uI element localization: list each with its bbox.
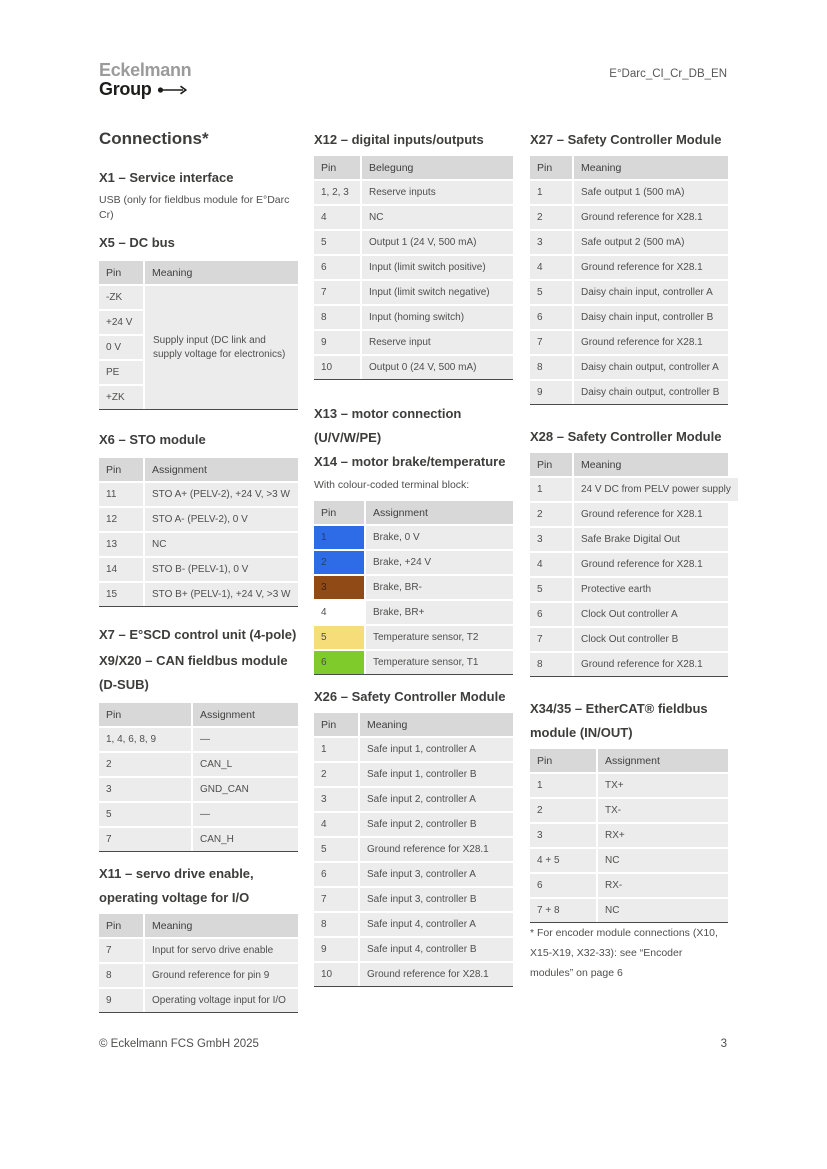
table-row xyxy=(530,603,728,626)
pin-cell: 15 xyxy=(99,583,143,606)
value-cell: CAN_L xyxy=(193,753,298,776)
table-header-row xyxy=(530,453,728,476)
page-title: Connections* xyxy=(99,129,209,148)
x11-table xyxy=(99,914,298,1013)
table-row xyxy=(314,626,513,649)
value-cell: Safe input 1, controller A xyxy=(360,738,513,761)
pin-cell: 14 xyxy=(99,558,143,581)
table-row xyxy=(314,306,513,329)
value-cell: STO B- (PELV-1), 0 V xyxy=(145,558,298,581)
table-header-row xyxy=(314,156,513,179)
table-row xyxy=(99,939,298,962)
table-row xyxy=(314,576,513,599)
section-heading-x1: X1 – Service interface xyxy=(99,170,234,185)
value-cell: Reserve inputs xyxy=(362,181,513,204)
table-header-row xyxy=(530,156,728,179)
pin-cell: 2 xyxy=(530,503,572,526)
pin-cell: 8 xyxy=(99,964,143,987)
table-row xyxy=(530,553,728,576)
table-row xyxy=(314,963,513,986)
table-row xyxy=(530,478,731,501)
pin-cell: 8 xyxy=(530,653,572,676)
eckelmann-group-logo xyxy=(99,61,191,99)
value-cell: STO B+ (PELV-1), +24 V, >3 W xyxy=(145,583,298,606)
table-row xyxy=(314,281,513,304)
pin-cell: +24 V xyxy=(99,311,143,334)
table-row xyxy=(314,913,513,936)
pin-cell: 3 xyxy=(314,788,358,811)
pin-cell: 5 xyxy=(314,231,360,254)
value-cell: Input (limit switch positive) xyxy=(362,256,513,279)
table-row xyxy=(530,528,728,551)
table-row xyxy=(314,738,513,761)
column-header-pin: Pin xyxy=(314,156,360,179)
value-cell: Brake, 0 V xyxy=(366,526,513,549)
terminal-color-pin-cell: 4 xyxy=(314,601,364,624)
pin-cell: 7 xyxy=(99,828,191,851)
table-row xyxy=(530,181,728,204)
x1-note: USB (only for fieldbus module for E°Darc Cr) xyxy=(99,194,290,221)
value-cell: Output 1 (24 V, 500 mA) xyxy=(362,231,513,254)
middle-column xyxy=(314,128,513,987)
table-body xyxy=(314,738,513,986)
pin-cell: 7 xyxy=(314,281,360,304)
value-cell: Output 0 (24 V, 500 mA) xyxy=(362,356,513,379)
table-row xyxy=(530,381,728,404)
pin-cell: -ZK xyxy=(99,286,143,309)
terminal-color-pin-cell: 2 xyxy=(314,551,364,574)
table-body xyxy=(314,526,513,674)
table-row xyxy=(99,778,298,801)
table-row xyxy=(530,306,728,329)
table-row xyxy=(314,206,513,229)
value-cell: Daisy chain output, controller A xyxy=(574,356,728,379)
pin-cell: 8 xyxy=(314,913,358,936)
table-header-row xyxy=(314,501,513,524)
table-row xyxy=(530,331,728,354)
table-row xyxy=(314,181,513,204)
table-body xyxy=(99,728,298,851)
section-heading-x9-x20: X9/X20 – CAN fieldbus module (D-SUB) xyxy=(99,653,288,692)
value-cell: STO A+ (PELV-2), +24 V, >3 W xyxy=(145,483,298,506)
column-header-pin: Pin xyxy=(314,713,358,736)
pin-cell: 6 xyxy=(314,256,360,279)
pin-cell: 7 + 8 xyxy=(530,899,596,922)
terminal-color-pin-cell: 3 xyxy=(314,576,364,599)
section-heading-x27: X27 – Safety Controller Module xyxy=(530,132,722,147)
value-cell: NC xyxy=(598,899,728,922)
value-cell: RX- xyxy=(598,874,728,897)
value-cell: Safe input 3, controller A xyxy=(360,863,513,886)
pin-cell: 2 xyxy=(99,753,191,776)
section-heading-x26: X26 – Safety Controller Module xyxy=(314,689,506,704)
value-cell: NC xyxy=(145,533,298,556)
table-row xyxy=(530,874,728,897)
x12-table xyxy=(314,156,513,380)
x14-note: With colour-coded terminal block: xyxy=(314,479,470,491)
pin-cell: 3 xyxy=(530,824,596,847)
table-row xyxy=(99,558,298,581)
terminal-color-pin-cell: 5 xyxy=(314,626,364,649)
table-row xyxy=(314,231,513,254)
pin-cell: 6 xyxy=(530,306,572,329)
section-heading-x6: X6 – STO module xyxy=(99,432,206,447)
x5-table-body xyxy=(99,286,298,409)
value-cell: Ground reference for X28.1 xyxy=(360,963,513,986)
value-cell: NC xyxy=(362,206,513,229)
pin-cell: 5 xyxy=(99,803,191,826)
pin-cell: 10 xyxy=(314,356,360,379)
table-row xyxy=(99,533,298,556)
table-body xyxy=(530,478,731,676)
value-cell: Input (limit switch negative) xyxy=(362,281,513,304)
section-heading-x12: X12 – digital inputs/outputs xyxy=(314,132,484,147)
value-cell: CAN_H xyxy=(193,828,298,851)
right-column xyxy=(530,128,731,983)
pin-cell: 7 xyxy=(530,628,572,651)
logo-arrow-icon xyxy=(157,85,187,95)
pin-cell: 4 xyxy=(314,813,358,836)
column-header-value: Assignment xyxy=(598,749,728,772)
table-body xyxy=(530,774,728,922)
pin-cell: 4 xyxy=(314,206,360,229)
pin-cell: +ZK xyxy=(99,386,143,409)
value-cell: Ground reference for X28.1 xyxy=(574,206,728,229)
value-cell: Safe input 4, controller A xyxy=(360,913,513,936)
value-cell: Protective earth xyxy=(574,578,728,601)
pin-cell: 7 xyxy=(314,888,358,911)
table-row xyxy=(99,964,298,987)
section-heading-x13: X13 – motor connection (U/V/W/PE) xyxy=(314,406,462,445)
pin-cell: 9 xyxy=(99,989,143,1012)
column-header-value: Meaning xyxy=(145,914,298,937)
value-cell: — xyxy=(193,728,298,751)
table-row xyxy=(314,651,513,674)
terminal-color-pin-cell: 6 xyxy=(314,651,364,674)
section-heading-x34-x35: X34/35 – EtherCAT® fieldbus module (IN/OUT) xyxy=(530,701,708,740)
pin-cell: 6 xyxy=(530,874,596,897)
value-cell: Reserve input xyxy=(362,331,513,354)
table-row xyxy=(530,849,728,872)
pin-cell: 8 xyxy=(530,356,572,379)
x9-x20-table xyxy=(99,703,298,852)
pin-cell: 2 xyxy=(530,206,572,229)
table-row xyxy=(314,863,513,886)
section-heading-x11: X11 – servo drive enable, operating voltage for I/O xyxy=(99,866,254,905)
table-row xyxy=(530,231,728,254)
column-header-value: Meaning xyxy=(360,713,513,736)
table-row xyxy=(314,551,513,574)
section-heading-x7: X7 – E°SCD control unit (4-pole) xyxy=(99,627,297,642)
pin-cell: 4 + 5 xyxy=(530,849,596,872)
pin-cell: 3 xyxy=(530,528,572,551)
table-row xyxy=(314,888,513,911)
value-cell: Clock Out controller B xyxy=(574,628,728,651)
value-cell: Ground reference for X28.1 xyxy=(574,331,728,354)
table-row xyxy=(530,281,728,304)
table-header-row xyxy=(314,713,513,736)
column-header-pin: Pin xyxy=(99,458,143,481)
table-row xyxy=(530,503,728,526)
column-header-pin: Pin xyxy=(530,453,572,476)
table-row xyxy=(314,331,513,354)
table-row xyxy=(314,813,513,836)
x26-table xyxy=(314,713,513,987)
value-cell: Input for servo drive enable xyxy=(145,939,298,962)
table-row xyxy=(530,206,728,229)
table-row xyxy=(314,601,513,624)
table-header-row xyxy=(99,261,298,284)
value-cell: Ground reference for X28.1 xyxy=(574,653,728,676)
pin-cell: 4 xyxy=(530,553,572,576)
pin-cell: 2 xyxy=(314,763,358,786)
value-cell: Safe input 3, controller B xyxy=(360,888,513,911)
column-header-value: Assignment xyxy=(193,703,298,726)
column-header-value: Assignment xyxy=(366,501,513,524)
column-header-pin: Pin xyxy=(99,703,191,726)
pin-cell: 3 xyxy=(530,231,572,254)
table-body xyxy=(530,181,728,404)
pin-cell: 9 xyxy=(314,938,358,961)
table-row xyxy=(99,728,298,751)
value-cell: Brake, +24 V xyxy=(366,551,513,574)
table-row xyxy=(314,356,513,379)
value-cell: Ground reference for X28.1 xyxy=(360,838,513,861)
table-row xyxy=(530,628,728,651)
pin-cell: 1 xyxy=(530,478,572,501)
encoder-modules-footnote: * For encoder module connections (X10, X15-X19, X32-33): see “Encoder modules” on page 6 xyxy=(530,927,718,979)
pin-cell: 3 xyxy=(99,778,191,801)
logo-text-eckelmann: Eckelmann xyxy=(99,60,192,80)
pin-cell: 5 xyxy=(530,281,572,304)
column-header-value: Meaning xyxy=(145,261,298,284)
pin-cell: 5 xyxy=(530,578,572,601)
terminal-color-pin-cell: 1 xyxy=(314,526,364,549)
value-cell: 24 V DC from PELV power supply xyxy=(574,478,738,501)
column-header-pin: Pin xyxy=(530,749,596,772)
pin-cell: 1 xyxy=(314,738,358,761)
section-heading-x28: X28 – Safety Controller Module xyxy=(530,429,722,444)
value-cell: Safe Brake Digital Out xyxy=(574,528,728,551)
pin-cell: 8 xyxy=(314,306,360,329)
value-cell: RX+ xyxy=(598,824,728,847)
value-cell: Safe input 1, controller B xyxy=(360,763,513,786)
left-column xyxy=(99,128,298,1013)
x5-table xyxy=(99,261,298,410)
value-cell: GND_CAN xyxy=(193,778,298,801)
table-row xyxy=(314,526,513,549)
table-header-row xyxy=(530,749,728,772)
table-header-row xyxy=(99,703,298,726)
page-number: 3 xyxy=(720,1038,727,1050)
table-row xyxy=(314,763,513,786)
value-cell: Brake, BR+ xyxy=(366,601,513,624)
value-cell: Operating voltage input for I/O xyxy=(145,989,298,1012)
logo-text-group: Group xyxy=(99,79,152,99)
pin-cell: 12 xyxy=(99,508,143,531)
value-cell: Ground reference for X28.1 xyxy=(574,503,728,526)
value-cell: Ground reference for pin 9 xyxy=(145,964,298,987)
pin-cell: 2 xyxy=(530,799,596,822)
value-cell: Ground reference for X28.1 xyxy=(574,256,728,279)
table-row xyxy=(530,256,728,279)
value-cell: Brake, BR- xyxy=(366,576,513,599)
table-row xyxy=(530,578,728,601)
pin-cell: 9 xyxy=(314,331,360,354)
table-row xyxy=(99,989,298,1012)
table-row xyxy=(530,774,728,797)
section-heading-x5: X5 – DC bus xyxy=(99,235,175,250)
table-row xyxy=(99,828,298,851)
column-header-value: Belegung xyxy=(362,156,513,179)
copyright-notice: © Eckelmann FCS GmbH 2025 xyxy=(99,1038,259,1050)
table-row xyxy=(530,356,728,379)
table-body xyxy=(99,483,298,606)
pin-cell: PE xyxy=(99,361,143,384)
value-cell: Temperature sensor, T2 xyxy=(366,626,513,649)
value-cell: TX- xyxy=(598,799,728,822)
table-row xyxy=(530,824,728,847)
value-cell: TX+ xyxy=(598,774,728,797)
value-cell: — xyxy=(193,803,298,826)
value-cell: Safe input 4, controller B xyxy=(360,938,513,961)
table-row xyxy=(99,753,298,776)
document-id: E°Darc_CI_Cr_DB_EN xyxy=(609,68,727,80)
pin-cell: 6 xyxy=(530,603,572,626)
table-row xyxy=(99,508,298,531)
column-header-pin: Pin xyxy=(99,914,143,937)
pin-cell: 1, 4, 6, 8, 9 xyxy=(99,728,191,751)
column-header-pin: Pin xyxy=(99,261,143,284)
x14-table xyxy=(314,501,513,675)
column-header-value: Assignment xyxy=(145,458,298,481)
merged-meaning-cell: Supply input (DC link and supply voltage for electronics) xyxy=(145,286,298,409)
value-cell: NC xyxy=(598,849,728,872)
pin-cell: 0 V xyxy=(99,336,143,359)
pin-cell: 1 xyxy=(530,181,572,204)
table-body xyxy=(99,939,298,1012)
pin-cell: 7 xyxy=(99,939,143,962)
table-row xyxy=(99,583,298,606)
x5-pin-list xyxy=(99,286,143,409)
value-cell: Safe input 2, controller B xyxy=(360,813,513,836)
table-row xyxy=(99,483,298,506)
table-body xyxy=(314,181,513,379)
column-header-pin: Pin xyxy=(530,156,572,179)
section-heading-x14: X14 – motor brake/temperature xyxy=(314,454,506,469)
table-row xyxy=(530,899,728,922)
pin-cell: 11 xyxy=(99,483,143,506)
value-cell: Safe input 2, controller A xyxy=(360,788,513,811)
pin-cell: 7 xyxy=(530,331,572,354)
pin-cell: 10 xyxy=(314,963,358,986)
table-row xyxy=(314,788,513,811)
pin-cell: 13 xyxy=(99,533,143,556)
column-header-value: Meaning xyxy=(574,156,728,179)
column-header-pin: Pin xyxy=(314,501,364,524)
value-cell: Daisy chain output, controller B xyxy=(574,381,728,404)
table-row xyxy=(314,938,513,961)
table-header-row xyxy=(99,458,298,481)
pin-cell: 5 xyxy=(314,838,358,861)
value-cell: Daisy chain input, controller A xyxy=(574,281,728,304)
pin-cell: 1, 2, 3 xyxy=(314,181,360,204)
pin-cell: 4 xyxy=(530,256,572,279)
x6-table xyxy=(99,458,298,607)
value-cell: Ground reference for X28.1 xyxy=(574,553,728,576)
value-cell: STO A- (PELV-2), 0 V xyxy=(145,508,298,531)
x27-table xyxy=(530,156,728,405)
table-row xyxy=(314,838,513,861)
table-row xyxy=(530,653,728,676)
value-cell: Temperature sensor, T1 xyxy=(366,651,513,674)
x34-x35-table xyxy=(530,749,728,923)
pin-cell: 9 xyxy=(530,381,572,404)
table-header-row xyxy=(99,914,298,937)
column-header-value: Meaning xyxy=(574,453,728,476)
table-row xyxy=(314,256,513,279)
value-cell: Safe output 2 (500 mA) xyxy=(574,231,728,254)
table-row xyxy=(99,803,298,826)
table-row xyxy=(530,799,728,822)
value-cell: Safe output 1 (500 mA) xyxy=(574,181,728,204)
value-cell: Clock Out controller A xyxy=(574,603,728,626)
value-cell: Daisy chain input, controller B xyxy=(574,306,728,329)
x28-table xyxy=(530,453,731,677)
pin-cell: 6 xyxy=(314,863,358,886)
pin-cell: 1 xyxy=(530,774,596,797)
value-cell: Input (homing switch) xyxy=(362,306,513,329)
